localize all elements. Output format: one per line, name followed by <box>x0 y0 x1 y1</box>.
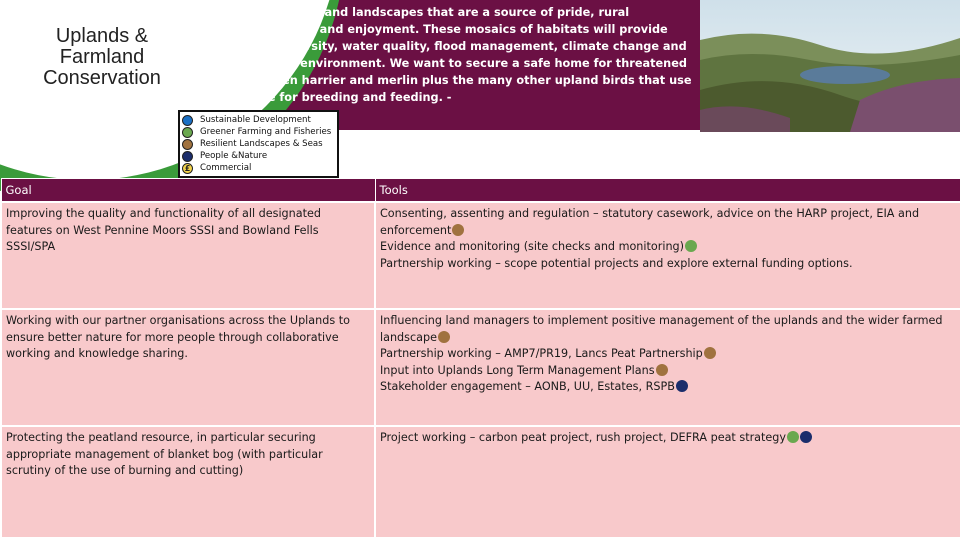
goal-cell: Protecting the peatland resource, in particular securing appropriate management of blanket bog (with particular scrutiny of the use of burning and cutting) <box>1 426 375 538</box>
theme-dot-icon <box>800 431 812 443</box>
page-title: Uplands & Farmland Conservation <box>43 25 161 89</box>
legend-label: People &Nature <box>200 151 268 161</box>
table-row <box>1 426 960 538</box>
goals-table <box>0 178 960 539</box>
tools-cell <box>375 426 960 538</box>
tool-text: Stakeholder engagement – AONB, UU, Estates, RSPB <box>380 380 675 394</box>
intro-text: Create flourishing upland landscapes that are a source of pride, rural employment, access and enjoyment. These mosaics of habitats will provide benefits to biodiversity, water quality, flood management, climate change and the wider farmed environment. We want to secure a safe home for threatened birds such as hen harrier and merlin plus the many other upland birds that use the landscape for breeding and feeding. - <box>186 6 692 104</box>
tool-text: Partnership working – scope potential projects and explore external funding options. <box>380 256 853 270</box>
theme-dot-icon <box>452 224 464 236</box>
legend-dot-icon <box>182 127 193 138</box>
tool-item <box>380 430 956 447</box>
tool-item <box>380 363 956 380</box>
tool-item <box>380 379 956 396</box>
tool-item <box>380 256 956 273</box>
moorland-photo <box>700 0 960 132</box>
tool-text: Influencing land managers to implement positive management of the uplands and the wider farmed landscape <box>380 314 943 344</box>
legend-dot-icon <box>182 151 193 162</box>
goal-cell: Improving the quality and functionality of all designated features on West Pennine Moors SSSI and Bowland Fells SSSI/SPA <box>1 202 375 309</box>
theme-dot-icon <box>787 431 799 443</box>
goal-header: Goal <box>1 179 375 203</box>
legend-dot-icon <box>182 139 193 150</box>
tool-item <box>380 206 956 239</box>
table-row <box>1 202 960 309</box>
theme-dot-icon <box>656 364 668 376</box>
legend-label: Resilient Landscapes & Seas <box>200 139 323 149</box>
tool-item <box>380 313 956 346</box>
table-header-row <box>1 179 960 203</box>
tool-text: Input into Uplands Long Term Management Plans <box>380 363 655 377</box>
table-row <box>1 309 960 426</box>
theme-dot-icon <box>685 240 697 252</box>
tool-text: Project working – carbon peat project, rush project, DEFRA peat strategy <box>380 431 787 444</box>
goal-cell: Working with our partner organisations across the Uplands to ensure better nature for more people through collaborative working and knowledge sharing. <box>1 309 375 426</box>
tool-text: Evidence and monitoring (site checks and monitoring) <box>380 240 685 254</box>
theme-dot-icon <box>704 347 716 359</box>
legend-label: Commercial <box>200 163 252 173</box>
legend-label: Sustainable Development <box>200 115 311 125</box>
pound-icon: £ <box>182 163 193 174</box>
tool-text: Partnership working – AMP7/PR19, Lancs Peat Partnership <box>380 347 703 361</box>
tool-item <box>380 346 956 363</box>
tools-cell <box>375 202 960 309</box>
tools-header: Tools <box>375 179 960 203</box>
tool-item <box>380 239 956 256</box>
legend-dot-icon <box>182 115 193 126</box>
theme-dot-icon <box>438 331 450 343</box>
legend-label: Greener Farming and Fisheries <box>200 127 332 137</box>
tool-text: Consenting, assenting and regulation – statutory casework, advice on the HARP project, EIA and enforcement <box>380 207 920 237</box>
legend-box <box>178 110 339 178</box>
theme-dot-icon <box>676 380 688 392</box>
legend-item-commercial <box>182 163 340 175</box>
tools-cell <box>375 309 960 426</box>
